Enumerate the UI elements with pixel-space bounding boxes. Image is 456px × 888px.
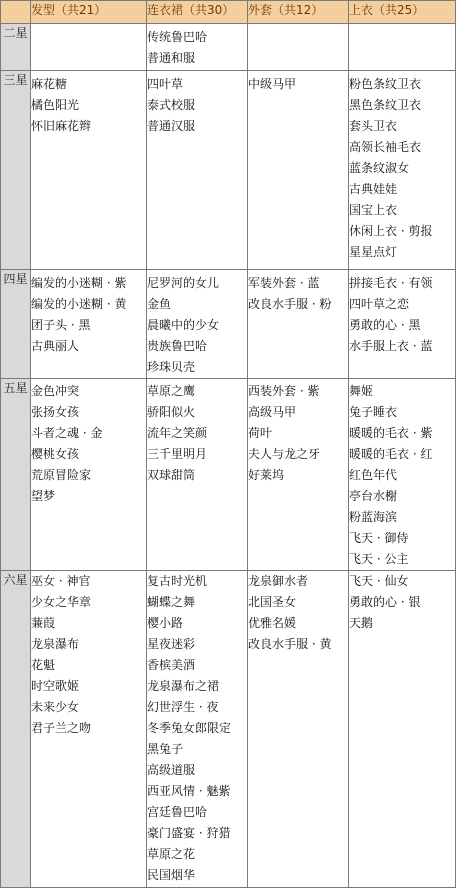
list-item: 西装外套 · 紫 xyxy=(248,384,320,398)
list-item: 巫女 · 神官 xyxy=(31,574,91,588)
list-item: 未来少女 xyxy=(31,700,80,714)
top-cell xyxy=(349,379,456,571)
list-item: 泰式校服 xyxy=(147,98,196,112)
coat-cell xyxy=(248,71,349,270)
list-item: 团子头 · 黑 xyxy=(31,318,91,332)
list-item: 军装外套 · 蓝 xyxy=(248,276,320,290)
list-item: 兔子睡衣 xyxy=(349,405,398,419)
dress-list xyxy=(147,27,247,69)
dress-cell xyxy=(147,270,248,379)
hair-list xyxy=(31,74,146,137)
header-top: 上衣（共25） xyxy=(349,1,456,24)
list-item: 拼接毛衣 · 有领 xyxy=(349,276,433,290)
list-item: 普通汉服 xyxy=(147,119,196,133)
list-item: 怀旧麻花辫 xyxy=(31,119,92,133)
list-item: 高级马甲 xyxy=(248,405,297,419)
table-row-3star xyxy=(1,71,456,270)
list-item: 珍珠贝壳 xyxy=(147,360,196,374)
list-item: 套头卫衣 xyxy=(349,119,398,133)
top-list xyxy=(349,571,455,634)
list-item: 改良水手服 · 黄 xyxy=(248,637,332,651)
list-item: 晨曦中的少女 xyxy=(147,318,220,332)
top-cell xyxy=(349,571,456,888)
list-item: 飞天 · 仙女 xyxy=(349,574,409,588)
hair-list xyxy=(31,273,146,357)
top-cell xyxy=(349,71,456,270)
list-item: 舞姬 xyxy=(349,384,374,398)
list-item: 星星点灯 xyxy=(349,245,398,259)
top-list xyxy=(349,273,455,357)
list-item: 麻花糖 xyxy=(31,77,68,91)
list-item: 红色年代 xyxy=(349,468,398,482)
list-item: 勇敢的心 · 银 xyxy=(349,595,421,609)
list-item: 少女之华章 xyxy=(31,595,92,609)
list-item: 夫人与龙之牙 xyxy=(248,447,321,461)
list-item: 休闲上衣 · 剪报 xyxy=(349,224,433,238)
list-item: 编发的小迷糊 · 黄 xyxy=(31,297,127,311)
list-item: 天鹅 xyxy=(349,616,374,630)
list-item: 橘色阳光 xyxy=(31,98,80,112)
list-item: 水手服上衣 · 蓝 xyxy=(349,339,433,353)
list-item: 暖暖的毛衣 · 红 xyxy=(349,447,433,461)
list-item: 优雅名媛 xyxy=(248,616,297,630)
list-item: 四叶草 xyxy=(147,77,184,91)
list-item: 四叶草之恋 xyxy=(349,297,410,311)
list-item: 西亚风情 · 魅紫 xyxy=(147,784,231,798)
coat-list xyxy=(248,273,348,315)
dress-cell xyxy=(147,571,248,888)
coat-cell xyxy=(248,24,349,71)
header-row xyxy=(1,1,456,24)
dress-list xyxy=(147,273,247,378)
list-item: 荷叶 xyxy=(248,426,273,440)
list-item: 龙泉瀑布之裙 xyxy=(147,679,220,693)
coat-list xyxy=(248,571,348,655)
list-item: 龙泉御水者 xyxy=(248,574,309,588)
hair-cell xyxy=(31,24,147,71)
list-item: 飞天 · 公主 xyxy=(349,552,409,566)
list-item: 贵族鲁巴哈 xyxy=(147,339,208,353)
list-item: 黑兔子 xyxy=(147,742,184,756)
dress-cell xyxy=(147,71,248,270)
rank-label: 五星 xyxy=(1,379,31,571)
coat-cell xyxy=(248,379,349,571)
top-cell xyxy=(349,24,456,71)
list-item: 草原之鹰 xyxy=(147,384,196,398)
list-item: 粉蓝海滨 xyxy=(349,510,398,524)
list-item: 双球甜筒 xyxy=(147,468,196,482)
list-item: 龙泉瀑布 xyxy=(31,637,80,651)
header-corner xyxy=(1,1,31,24)
list-item: 粉色条纹卫衣 xyxy=(349,77,422,91)
list-item: 冬季兔女郎限定 xyxy=(147,721,232,735)
hair-cell xyxy=(31,270,147,379)
rank-label: 三星 xyxy=(1,71,31,270)
dress-cell xyxy=(147,24,248,71)
list-item: 北国圣女 xyxy=(248,595,297,609)
list-item: 高级道服 xyxy=(147,763,196,777)
list-item: 星夜迷彩 xyxy=(147,637,196,651)
list-item: 勇敢的心 · 黑 xyxy=(349,318,421,332)
list-item: 复古时光机 xyxy=(147,574,208,588)
hair-list xyxy=(31,571,146,739)
list-item: 金色冲突 xyxy=(31,384,80,398)
top-cell xyxy=(349,270,456,379)
list-item: 时空歌姬 xyxy=(31,679,80,693)
top-list xyxy=(349,381,455,570)
rank-label: 二星 xyxy=(1,24,31,71)
list-item: 黑色条纹卫衣 xyxy=(349,98,422,112)
list-item: 改良水手服 · 粉 xyxy=(248,297,332,311)
list-item: 飞天 · 御侍 xyxy=(349,531,409,545)
list-item: 荒原冒险家 xyxy=(31,468,92,482)
list-item: 中级马甲 xyxy=(248,77,297,91)
list-item: 蒹葭 xyxy=(31,616,56,630)
list-item: 蝴蝶之舞 xyxy=(147,595,196,609)
list-item: 君子兰之吻 xyxy=(31,721,92,735)
coat-cell xyxy=(248,270,349,379)
list-item: 普通和服 xyxy=(147,51,196,65)
dress-list xyxy=(147,571,247,886)
hair-list xyxy=(31,381,146,507)
dress-list xyxy=(147,381,247,486)
list-item: 亭台水榭 xyxy=(349,489,398,503)
list-item: 斗者之魂 · 金 xyxy=(31,426,103,440)
coat-list xyxy=(248,381,348,486)
list-item: 高领长袖毛衣 xyxy=(349,140,422,154)
top-list xyxy=(349,74,455,263)
list-item: 张扬女孩 xyxy=(31,405,80,419)
header-hair: 发型（共21） xyxy=(31,1,147,24)
hair-cell xyxy=(31,571,147,888)
list-item: 骄阳似火 xyxy=(147,405,196,419)
list-item: 望梦 xyxy=(31,489,56,503)
dress-cell xyxy=(147,379,248,571)
list-item: 民国烟华 xyxy=(147,868,196,882)
list-item: 宫廷鲁巴哈 xyxy=(147,805,208,819)
table-row-5star xyxy=(1,379,456,571)
list-item: 草原之花 xyxy=(147,847,196,861)
list-item: 金鱼 xyxy=(147,297,172,311)
list-item: 樱小路 xyxy=(147,616,184,630)
header-dress: 连衣裙（共30） xyxy=(147,1,248,24)
header-coat: 外套（共12） xyxy=(248,1,349,24)
list-item: 幻世浮生 · 夜 xyxy=(147,700,219,714)
table-row-2star xyxy=(1,24,456,71)
list-item: 暖暖的毛衣 · 紫 xyxy=(349,426,433,440)
list-item: 编发的小迷糊 · 紫 xyxy=(31,276,127,290)
hair-cell xyxy=(31,379,147,571)
list-item: 好莱坞 xyxy=(248,468,285,482)
coat-cell xyxy=(248,571,349,888)
coat-list xyxy=(248,74,348,95)
dress-list xyxy=(147,74,247,137)
list-item: 蓝条纹淑女 xyxy=(349,161,410,175)
list-item: 樱桃女孩 xyxy=(31,447,80,461)
list-item: 尼罗河的女儿 xyxy=(147,276,220,290)
list-item: 香槟美酒 xyxy=(147,658,196,672)
list-item: 国宝上衣 xyxy=(349,203,398,217)
list-item: 豪门盛宴 · 狩猎 xyxy=(147,826,231,840)
table-row-4star xyxy=(1,270,456,379)
list-item: 古典丽人 xyxy=(31,339,80,353)
table-row-6star xyxy=(1,571,456,888)
list-item: 三千里明月 xyxy=(147,447,208,461)
list-item: 流年之笑颜 xyxy=(147,426,208,440)
hair-cell xyxy=(31,71,147,270)
list-item: 传统鲁巴哈 xyxy=(147,30,208,44)
list-item: 花魁 xyxy=(31,658,56,672)
list-item: 古典娃娃 xyxy=(349,182,398,196)
rank-label: 四星 xyxy=(1,270,31,379)
rank-label: 六星 xyxy=(1,571,31,888)
